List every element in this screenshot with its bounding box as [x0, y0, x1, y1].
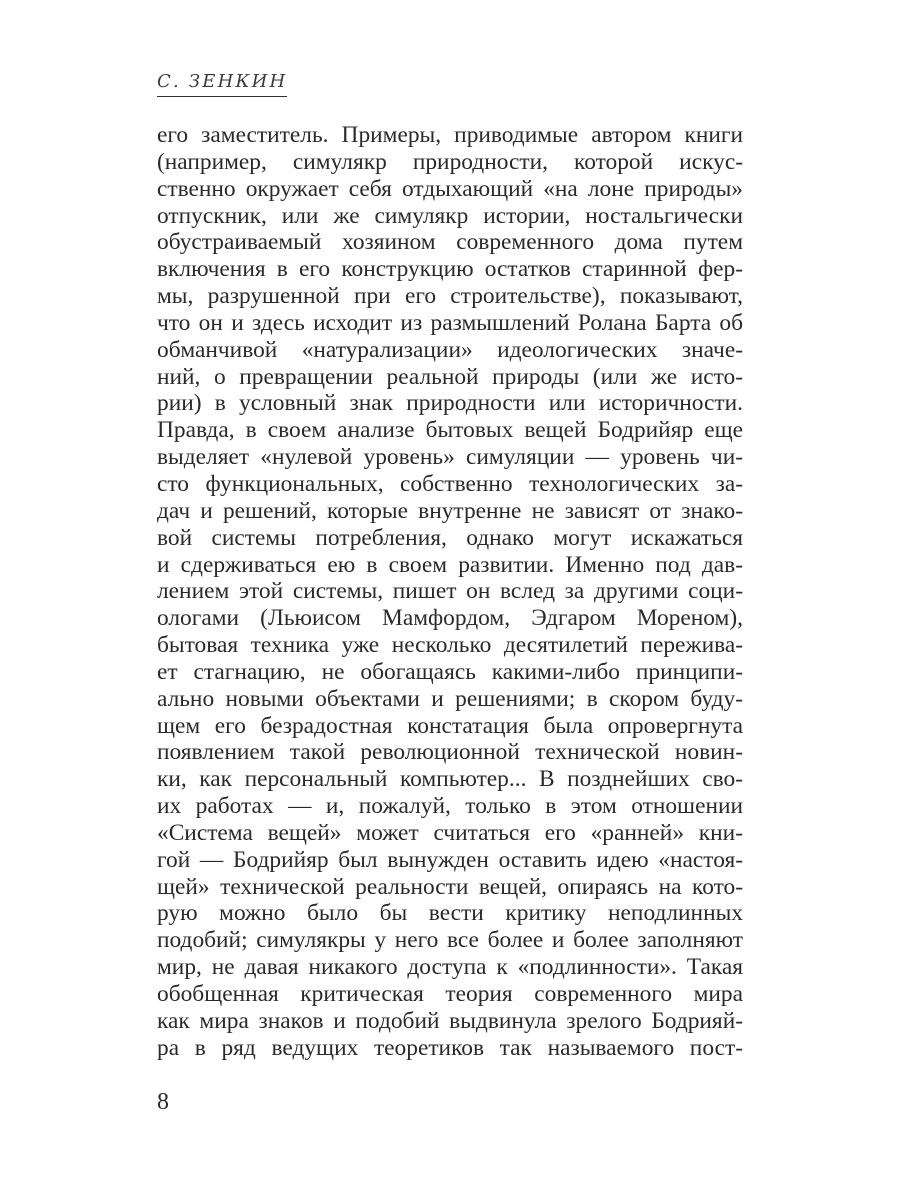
text-line: Правда, в своем анализе бытовых вещей Бодрийяр еще [157, 417, 743, 444]
text-line: выделяет «нулевой уровень» симуляции — уровень чи- [157, 444, 743, 471]
text-line: «Система вещей» может считаться его «ранней» кни- [157, 819, 743, 846]
text-line: ственно окружает себя отдыхающий «на лоне природы» [157, 175, 743, 202]
text-line: щем его безрадостная констатация была опровергнута [157, 712, 743, 739]
text-line: сто функциональных, собственно технологических за- [157, 470, 743, 497]
text-line: появлением такой революционной технической новин- [157, 739, 743, 766]
text-line: обустраиваемый хозяином современного дома путем [157, 229, 743, 256]
text-line: отпускник, или же симулякр истории, ностальгически [157, 202, 743, 229]
text-line: как мира знаков и подобий выдвинула зрелого Бодрияй- [157, 1007, 743, 1034]
body-text [157, 122, 743, 1062]
text-line: бытовая техника уже несколько десятилетий пережива- [157, 632, 743, 659]
running-head-author: С. ЗЕНКИН [157, 72, 287, 97]
text-line: мир, не давая никакого доступа к «подлинности». Такая [157, 954, 743, 981]
text-line: гой — Бодрийяр был вынужден оставить идею «настоя- [157, 846, 743, 873]
text-line: рую можно было бы вести критику неподлинных [157, 900, 743, 927]
text-line: щей» технической реальности вещей, опираясь на кото- [157, 873, 743, 900]
text-line: мы, разрушенной при его строительстве), показывают, [157, 283, 743, 310]
text-line: их работах — и, пожалуй, только в этом отношении [157, 793, 743, 820]
text-line: вой системы потребления, однако могут искажаться [157, 524, 743, 551]
text-line: включения в его конструкцию остатков старинной фер- [157, 256, 743, 283]
text-line: обманчивой «натурализации» идеологических значе- [157, 336, 743, 363]
text-line: обобщенная критическая теория современного мира [157, 981, 743, 1007]
text-line: ра в ряд ведущих теоретиков так называемого пост- [157, 1034, 743, 1061]
text-line: ки, как персональный компьютер... В позднейших сво- [157, 766, 743, 793]
text-line: его заместитель. Примеры, приводимые автором книги [157, 122, 743, 148]
text-line: что он и здесь исходит из размышлений Ролана Барта об [157, 309, 743, 336]
text-line: ет стагнацию, не обогащаясь какими-либо принципи- [157, 658, 743, 685]
text-line: (например, симулякр природности, которой искус- [157, 148, 743, 175]
text-line: ологами (Льюисом Мамфордом, Эдгаром Мореном), [157, 605, 743, 632]
page-number: 8 [157, 1089, 169, 1115]
text-line: рии) в условный знак природности или историчности. [157, 390, 743, 417]
text-line: ально новыми объектами и решениями; в скором буду- [157, 685, 743, 712]
text-line: ний, о превращении реальной природы (или же исто- [157, 363, 743, 390]
text-line: лением этой системы, пишет он вслед за другими соци- [157, 578, 743, 605]
text-line: дач и решений, которые внутренне не зависят от знако- [157, 497, 743, 524]
text-line: и сдерживаться ею в своем развитии. Именно под дав- [157, 551, 743, 578]
text-line: подобий; симулякры у него все более и более заполняют [157, 927, 743, 954]
